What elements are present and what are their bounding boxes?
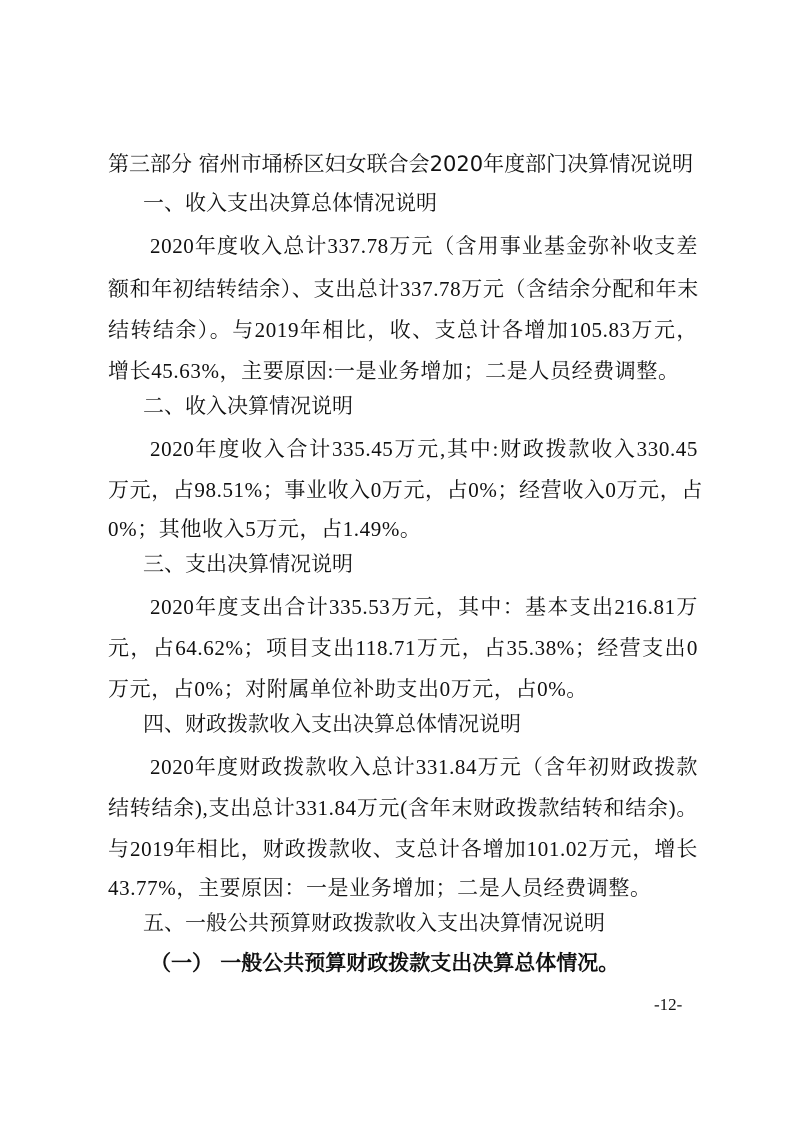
section-1-heading: 一、收入支出决算总体情况说明: [143, 191, 437, 215]
section-5-heading: 五、一般公共预算财政拨款收入支出决算情况说明: [143, 911, 605, 935]
section-5-subheading: （一） 一般公共预算财政拨款支出决算总体情况。: [150, 951, 620, 975]
section-3-line-1: 2020年度支出合计335.53万元，其中：基本支出216.81万: [150, 595, 698, 619]
section-3-line-3: 万元，占0%；对附属单位补助支出0万元，占0%。: [108, 677, 588, 701]
section-4-line-4: 43.77%，主要原因：一是业务增加；二是人员经费调整。: [108, 876, 652, 900]
section-1-line-2: 额和年初结转结余）、支出总计337.78万元（含结余分配和年末: [108, 277, 699, 301]
section-1-line-1: 2020年度收入总计337.78万元（含用事业基金弥补收支差: [150, 234, 698, 258]
section-3-heading: 三、支出决算情况说明: [143, 552, 353, 576]
section-3-line-2: 元，占64.62%；项目支出118.71万元，占35.38%；经营支出0: [108, 636, 698, 660]
section-2-line-2: 万元，占98.51%；事业收入0万元，占0%；经营收入0万元，占: [108, 478, 703, 502]
section-4-line-1: 2020年度财政拨款收入总计331.84万元（含年初财政拨款: [150, 755, 698, 779]
section-2-line-1: 2020年度收入合计335.45万元,其中:财政拨款收入330.45: [150, 437, 698, 461]
section-2-line-3: 0%；其他收入5万元，占1.49%。: [108, 517, 422, 541]
document-title: 第三部分 宿州市埇桥区妇女联合会2020年度部门决算情况说明: [108, 152, 694, 176]
section-4-line-2: 结转结余),支出总计331.84万元(含年末财政拨款结转和结余)。: [108, 796, 698, 820]
section-4-heading: 四、财政拨款收入支出决算总体情况说明: [143, 712, 521, 736]
section-4-line-3: 与2019年相比，财政拨款收、支总计各增加101.02万元，增长: [108, 837, 698, 861]
section-2-heading: 二、收入决算情况说明: [143, 394, 353, 418]
section-1-line-3: 结转结余）。与2019年相比，收、支总计各增加105.83万元，: [108, 318, 698, 342]
page-number: -12-: [654, 995, 683, 1014]
section-1-line-4: 增长45.63%，主要原因:一是业务增加；二是人员经费调整。: [108, 359, 680, 383]
